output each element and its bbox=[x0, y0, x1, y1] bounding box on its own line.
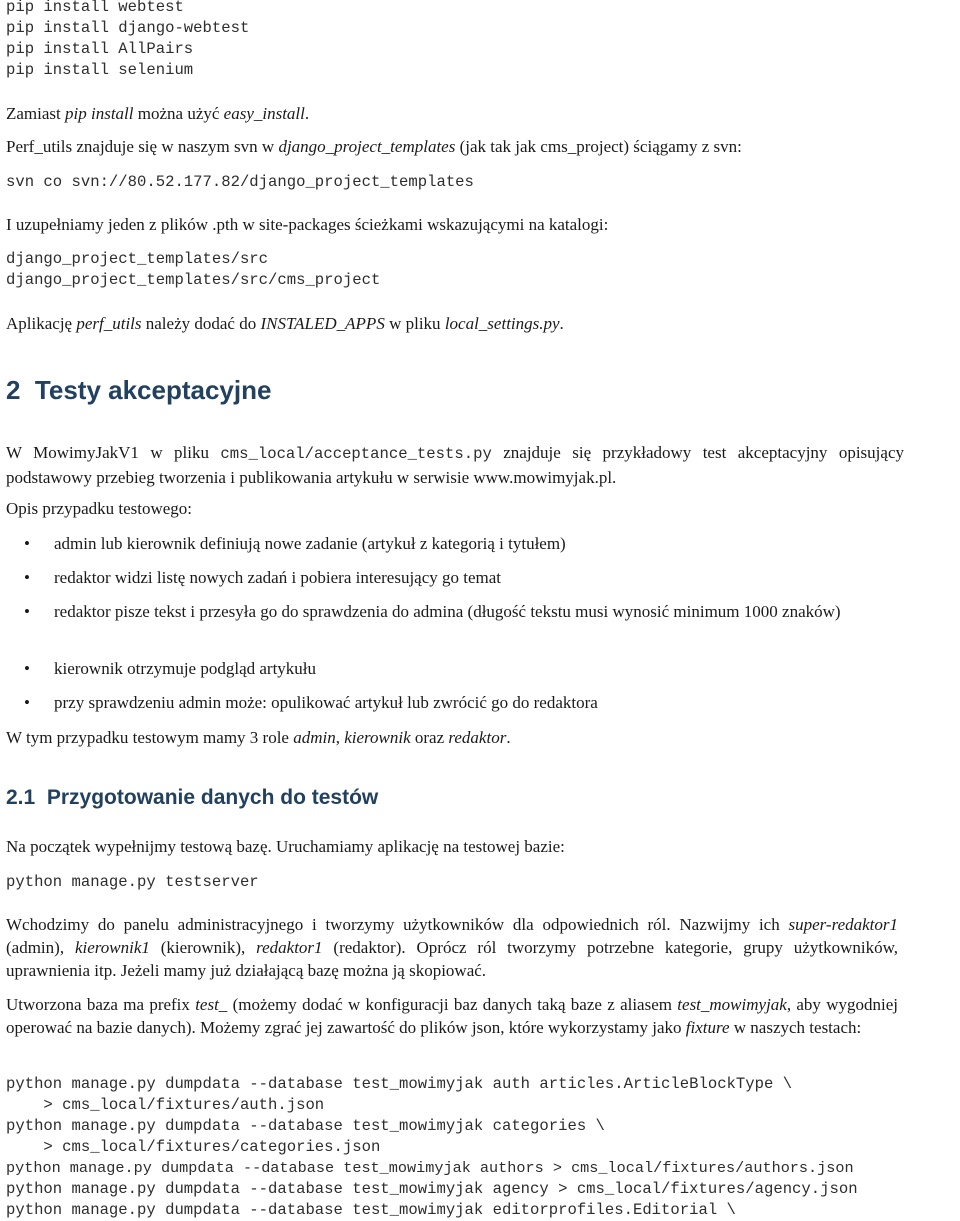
emphasis: test_mowimyjak bbox=[677, 995, 787, 1014]
code-dump-line-4: > cms_local/fixtures/categories.json bbox=[6, 1138, 381, 1156]
code-testserver: python manage.py testserver bbox=[6, 873, 259, 891]
code-install-line-4: pip install selenium bbox=[6, 61, 194, 79]
text: w naszych testach: bbox=[729, 1018, 862, 1037]
bullet-icon: • bbox=[24, 693, 30, 712]
paragraph-admin-users bbox=[6, 913, 898, 982]
paragraph-prefix bbox=[6, 993, 898, 1039]
code-install-line-1: pip install webtest bbox=[6, 0, 184, 16]
text: Utworzona baza ma prefix bbox=[6, 995, 196, 1014]
text: . bbox=[559, 314, 564, 333]
text: znajduje się przykładowy test akceptacyjny opisujący podstawowy przebieg tworzenia i publikowania artykułu w serwisie www.mowimyjak.pl. bbox=[6, 443, 904, 487]
code-dump-line-7: python manage.py dumpdata --database test_mowimyjak editorprofiles.Editorial \ bbox=[6, 1201, 736, 1219]
bullet-icon: • bbox=[24, 568, 30, 587]
text: (kierownik), bbox=[149, 938, 257, 957]
list-item-text: admin lub kierownik definiują nowe zadanie (artykuł z kategorią i tytułem) bbox=[54, 534, 566, 553]
emphasis: easy_install bbox=[223, 104, 305, 123]
section-title: Testy akceptacyjne bbox=[34, 375, 272, 405]
text: W MowimyJakV1 w pliku bbox=[6, 443, 221, 462]
text: Zamiast bbox=[6, 104, 66, 123]
list-item-text: kierownik otrzymuje podgląd artykułu bbox=[54, 659, 317, 678]
text: oraz bbox=[410, 728, 449, 747]
code-dump-line-1: python manage.py dumpdata --database test_mowimyjak auth articles.ArticleBlockType \ bbox=[6, 1075, 793, 1093]
paragraph-easy-install bbox=[6, 102, 906, 125]
text: (możemy dodać w konfiguracji baz danych taką baze z aliasem bbox=[227, 995, 678, 1014]
text: , bbox=[335, 728, 345, 747]
code-svn-checkout: svn co svn://80.52.177.82/django_project_templates bbox=[6, 173, 474, 191]
text: . bbox=[506, 728, 511, 747]
bullet-icon: • bbox=[24, 534, 30, 553]
text: (jak tak jak cms_project) ściągamy z svn: bbox=[455, 137, 742, 156]
code-dump-line-3: python manage.py dumpdata --database test_mowimyjak categories \ bbox=[6, 1117, 605, 1135]
text: , aby wygodniej operować na bazie danych). Możemy zgrać jej zawartość do plików json, które wykorzystamy jako bbox=[6, 995, 898, 1037]
code-install-line-3: pip install AllPairs bbox=[6, 40, 194, 58]
list-item-text: redaktor pisze tekst i przesyła go do sprawdzenia do admina (długość tekstu musi wynosić minimum 1000 znaków) bbox=[54, 602, 841, 621]
bullet-icon: • bbox=[24, 659, 30, 678]
emphasis: pip install bbox=[65, 104, 134, 123]
code-install-line-2: pip install django-webtest bbox=[6, 19, 250, 37]
section-heading-2 bbox=[6, 375, 271, 406]
paragraph-perf-utils bbox=[6, 135, 906, 158]
code-path-2: django_project_templates/src/cms_project bbox=[6, 271, 381, 289]
emphasis: redaktor bbox=[448, 728, 507, 747]
emphasis: kierownik1 bbox=[74, 938, 150, 957]
emphasis: perf_utils bbox=[76, 314, 142, 333]
list-item-text: redaktor widzi listę nowych zadań i pobiera interesujący go temat bbox=[54, 568, 502, 587]
text: (admin), bbox=[6, 938, 75, 957]
section-heading-2-1 bbox=[6, 786, 378, 810]
section-number: 2 bbox=[6, 375, 21, 405]
emphasis: super-redaktor1 bbox=[788, 915, 898, 934]
emphasis: kierownik bbox=[344, 728, 411, 747]
text: Perf_utils znajduje się w naszym svn w bbox=[6, 137, 279, 156]
code-path-1: django_project_templates/src bbox=[6, 250, 269, 268]
paragraph-acceptance bbox=[6, 441, 904, 489]
text: należy dodać do bbox=[141, 314, 261, 333]
paragraph-case-intro: Opis przypadku testowego: bbox=[6, 499, 193, 518]
text: Aplikację bbox=[6, 314, 77, 333]
text: Wchodzimy do panelu administracyjnego i tworzymy użytkowników dla odpowiednich ról. Nazwijmy ich bbox=[6, 915, 789, 934]
code-dump-line-2: > cms_local/fixtures/auth.json bbox=[6, 1096, 325, 1114]
emphasis: admin bbox=[293, 728, 336, 747]
text: W tym przypadku testowym mamy 3 role bbox=[6, 728, 294, 747]
paragraph-pth: I uzupełniamy jeden z plików .pth w site-packages ścieżkami wskazującymi na katalogi: bbox=[6, 215, 609, 234]
section-title: Przygotowanie danych do testów bbox=[46, 786, 379, 809]
list-item-text: przy sprawdzeniu admin może: opulikować artykuł lub zwrócić go do redaktora bbox=[54, 693, 598, 712]
text: można użyć bbox=[133, 104, 224, 123]
emphasis: INSTALED_APPS bbox=[260, 314, 385, 333]
code-dump-line-5: python manage.py dumpdata --database test_mowimyjak authors > cms_local/fixtures/authors.json bbox=[6, 1159, 854, 1177]
text: w pliku bbox=[384, 314, 445, 333]
emphasis: redaktor1 bbox=[256, 938, 323, 957]
paragraph-roles bbox=[6, 726, 906, 749]
bullet-icon: • bbox=[24, 602, 30, 621]
text: (redaktor). Oprócz ról tworzymy potrzebne kategorie, grupy użytkowników, uprawnienia itp. Jeżeli mamy już działającą bazę można ją skopiować. bbox=[6, 938, 898, 980]
paragraph-installed-apps bbox=[6, 312, 906, 335]
emphasis: fixture bbox=[685, 1018, 730, 1037]
inline-code: cms_local/acceptance_tests.py bbox=[220, 445, 492, 463]
section-number: 2.1 bbox=[6, 786, 36, 809]
emphasis: test_ bbox=[195, 995, 228, 1014]
text: . bbox=[304, 104, 310, 123]
emphasis: django_project_templates bbox=[278, 137, 456, 156]
code-dump-line-6: python manage.py dumpdata --database test_mowimyjak agency > cms_local/fixtures/agency.json bbox=[6, 1180, 858, 1198]
paragraph-start: Na początek wypełnijmy testową bazę. Uruchamiamy aplikację na testowej bazie: bbox=[6, 837, 565, 856]
emphasis: local_settings.py bbox=[444, 314, 560, 333]
